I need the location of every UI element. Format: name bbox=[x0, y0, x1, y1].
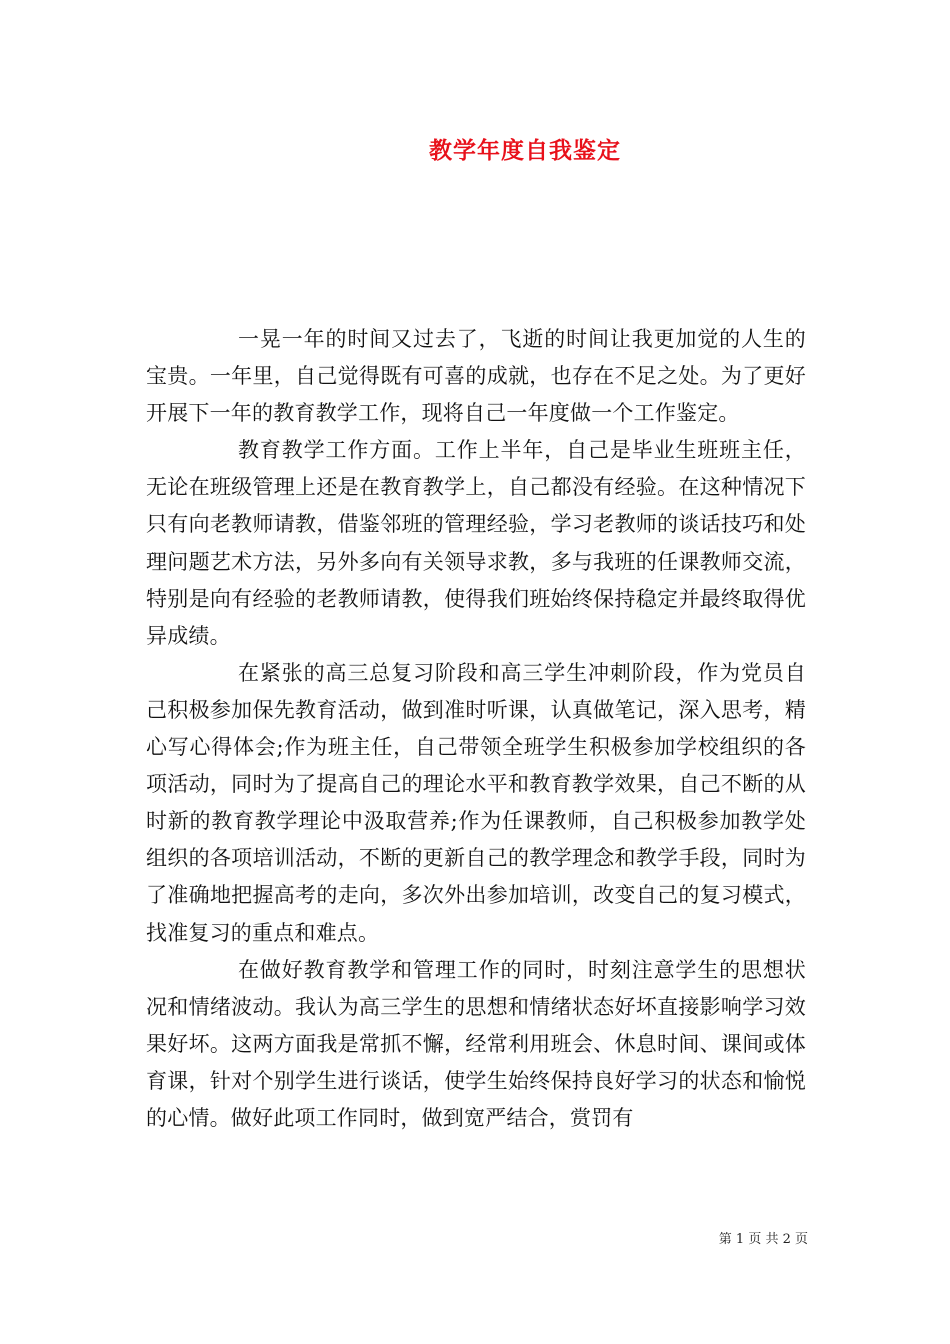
document-title: 教学年度自我鉴定 bbox=[429, 137, 621, 164]
page-number: 第 1 页 共 2 页 bbox=[718, 1232, 808, 1247]
paragraph-intro: 一晃一年的时间又过去了，飞逝的时间让我更加觉的人生的宝贵。一年里，自己觉得既有可喜的成就，也存在不足之处。为了更好开展下一年的教育教学工作，现将自己一年度做一个工作鉴定。 bbox=[146, 327, 806, 426]
paragraph-teaching: 教育教学工作方面。工作上半年，自己是毕业生班班主任，无论在班级管理上还是在教育教学上，自己都没有经验。在这种情况下只有向老教师请教，借鉴邻班的管理经验，学习老教师的谈话技巧和处理问题艺术方法，另外多向有关领导求教，多与我班的任课教师交流，特别是向有经验的老教师请教，使得我们班始终保持稳定并最终取得优异成绩。 bbox=[146, 438, 806, 648]
paragraph-student-care: 在做好教育教学和管理工作的同时，时刻注意学生的思想状况和情绪波动。我认为高三学生的思想和情绪状态好坏直接影响学习效果好坏。这两方面我是常抓不懈，经常利用班会、休息时间、课间或体育课，针对个别学生进行谈话，使学生始终保持良好学习的状态和愉悦的心情。做好此项工作同时，做到宽严结合，赏罚有 bbox=[146, 957, 806, 1130]
document-body bbox=[146, 321, 806, 1137]
paragraph-review: 在紧张的高三总复习阶段和高三学生冲刺阶段，作为党员自己积极参加保先教育活动，做到准时听课，认真做笔记，深入思考，精心写心得体会;作为班主任，自己带领全班学生积极参加学校组织的各项活动，同时为了提高自己的理论水平和教育教学效果，自己不断的从时新的教育教学理论中汲取营养;作为任课教师，自己积极参加教学处组织的各项培训活动，不断的更新自己的教学理念和教学手段，同时为了准确地把握高考的走向，多次外出参加培训，改变自己的复习模式，找准复习的重点和难点。 bbox=[146, 660, 806, 945]
